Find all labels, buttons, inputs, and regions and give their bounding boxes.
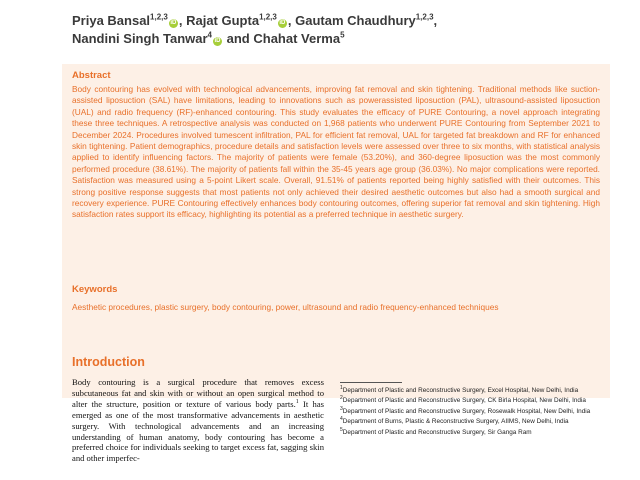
author-separator: , xyxy=(178,13,183,28)
abstract-text: Body contouring has evolved with technological advancements, improving fat removal and skin tightening. Traditional methods like suction-assisted liposuction (SAL) have limitations, leading to innovations such as powerassisted liposuction (PAL), ultrasound-assisted liposuction (UAL) and radio frequency (RF)-enhanced contouring. This study evaluates the efficacy of PURE Contouring, a novel approach integrating these three techniques. A retrospective analysis was conducted on 1,968 patients who underwent PURE Contouring from September 2021 to December 2024. Procedures involved tumescent infiltration, PAL for efficient fat removal, UAL for targeted fat breakdown and RF for enhanced skin tightening. Patient demographics, procedure details and satisfaction levels were assessed over three to six months, with statistical analysis applied to identify influencing factors. The majority of patients were female (53.20%), and 360-degree liposuction was the most commonly performed procedure (38.61%). The majority of patients fall within the 35-45 years age group (36.03%). No major complications were reported. Satisfaction was measured using a 5-point Likert scale. Overall, 91.51% of patients reported being highly satisfied with their outcomes. This strong positive response suggests that most patients not only achieved their desired aesthetic outcomes but also had a smooth surgical and recovery experience. PURE Contouring effectively enhances body contouring outcomes, offering superior fat removal and skin tightening. High satisfaction rates support its efficacy, highlighting its potential as a preferred technique in aesthetic surgery. xyxy=(72,84,600,220)
author-name: Priya Bansal xyxy=(72,13,151,28)
affiliation-item xyxy=(340,428,602,437)
author-3 xyxy=(295,13,437,28)
affiliation-item xyxy=(340,386,602,395)
affiliation-number: 5 xyxy=(340,426,343,433)
orcid-icon[interactable]: iD xyxy=(279,20,286,26)
author-affiliation: 5 xyxy=(340,30,345,40)
affiliation-item xyxy=(340,417,602,426)
author-5 xyxy=(253,31,344,46)
abstract-heading: Abstract xyxy=(72,70,111,81)
author-name: Rajat Gupta xyxy=(186,13,260,28)
affiliation-text: Department of Plastic and Reconstructive Surgery, CK Birla Hospital, New Delhi, India xyxy=(342,397,586,405)
introduction-text xyxy=(72,377,324,464)
keywords-text: Aesthetic procedures, plastic surgery, body contouring, power, ultrasound and radio frequency-enhanced techniques xyxy=(72,302,499,312)
affiliation-number: 1 xyxy=(340,384,343,391)
author-separator: and xyxy=(223,31,250,46)
author-affiliation: 1,2,3 xyxy=(415,12,434,22)
affiliation-item xyxy=(340,396,602,405)
author-name: Gautam Chaudhury xyxy=(295,13,416,28)
keywords-heading: Keywords xyxy=(72,284,118,295)
author-affiliation: 1,2,3 xyxy=(150,12,168,22)
affiliation-item xyxy=(340,407,602,416)
footnote-rule xyxy=(340,382,402,383)
author-name: Chahat Verma xyxy=(253,31,341,46)
affiliation-number: 2 xyxy=(340,395,343,402)
affiliation-number: 3 xyxy=(340,405,343,412)
introduction-heading: Introduction xyxy=(72,355,145,369)
affiliation-text: Department of Plastic and Reconstructive Surgery, Rosewalk Hospital, New Delhi, India xyxy=(342,407,591,415)
author-1 xyxy=(72,13,182,28)
intro-text-part1: Body contouring is a surgical procedure that removes excess subcutaneous fat and skin with or without an open surgical method to alter the structure, position or texture of various body parts. xyxy=(72,377,324,409)
intro-text-part2: It has emerged as one of the most transformative advancements in aesthetic surgery. With technological advancements and an increasing understanding of human anatomy, body contouring has become a preferred choice for individuals seeking to target excess fat, sagging skin and other imperfec- xyxy=(72,398,324,464)
affiliation-text: Department of Plastic and Reconstructive Surgery, Sir Ganga Ram xyxy=(342,428,532,436)
author-separator: , xyxy=(433,13,438,28)
author-name: Nandini Singh Tanwar xyxy=(72,31,208,46)
affiliation-text: Department of Burns, Plastic & Reconstructive Surgery, AIIMS, New Delhi, India xyxy=(342,418,569,426)
author-affiliation: 1,2,3 xyxy=(259,12,277,22)
affiliation-number: 4 xyxy=(340,416,343,423)
author-separator: , xyxy=(287,13,292,28)
author-2 xyxy=(186,13,291,28)
orcid-icon[interactable]: iD xyxy=(170,20,177,26)
affiliations-list xyxy=(340,386,602,438)
author-affiliation: 4 xyxy=(207,30,212,40)
orcid-icon[interactable]: iD xyxy=(214,38,221,44)
affiliation-text: Department of Plastic and Reconstructive Surgery, Excel Hospital, New Delhi, India xyxy=(342,387,579,394)
citation-ref[interactable]: 1 xyxy=(295,398,299,405)
author-list xyxy=(72,12,572,48)
author-4 xyxy=(72,31,250,46)
